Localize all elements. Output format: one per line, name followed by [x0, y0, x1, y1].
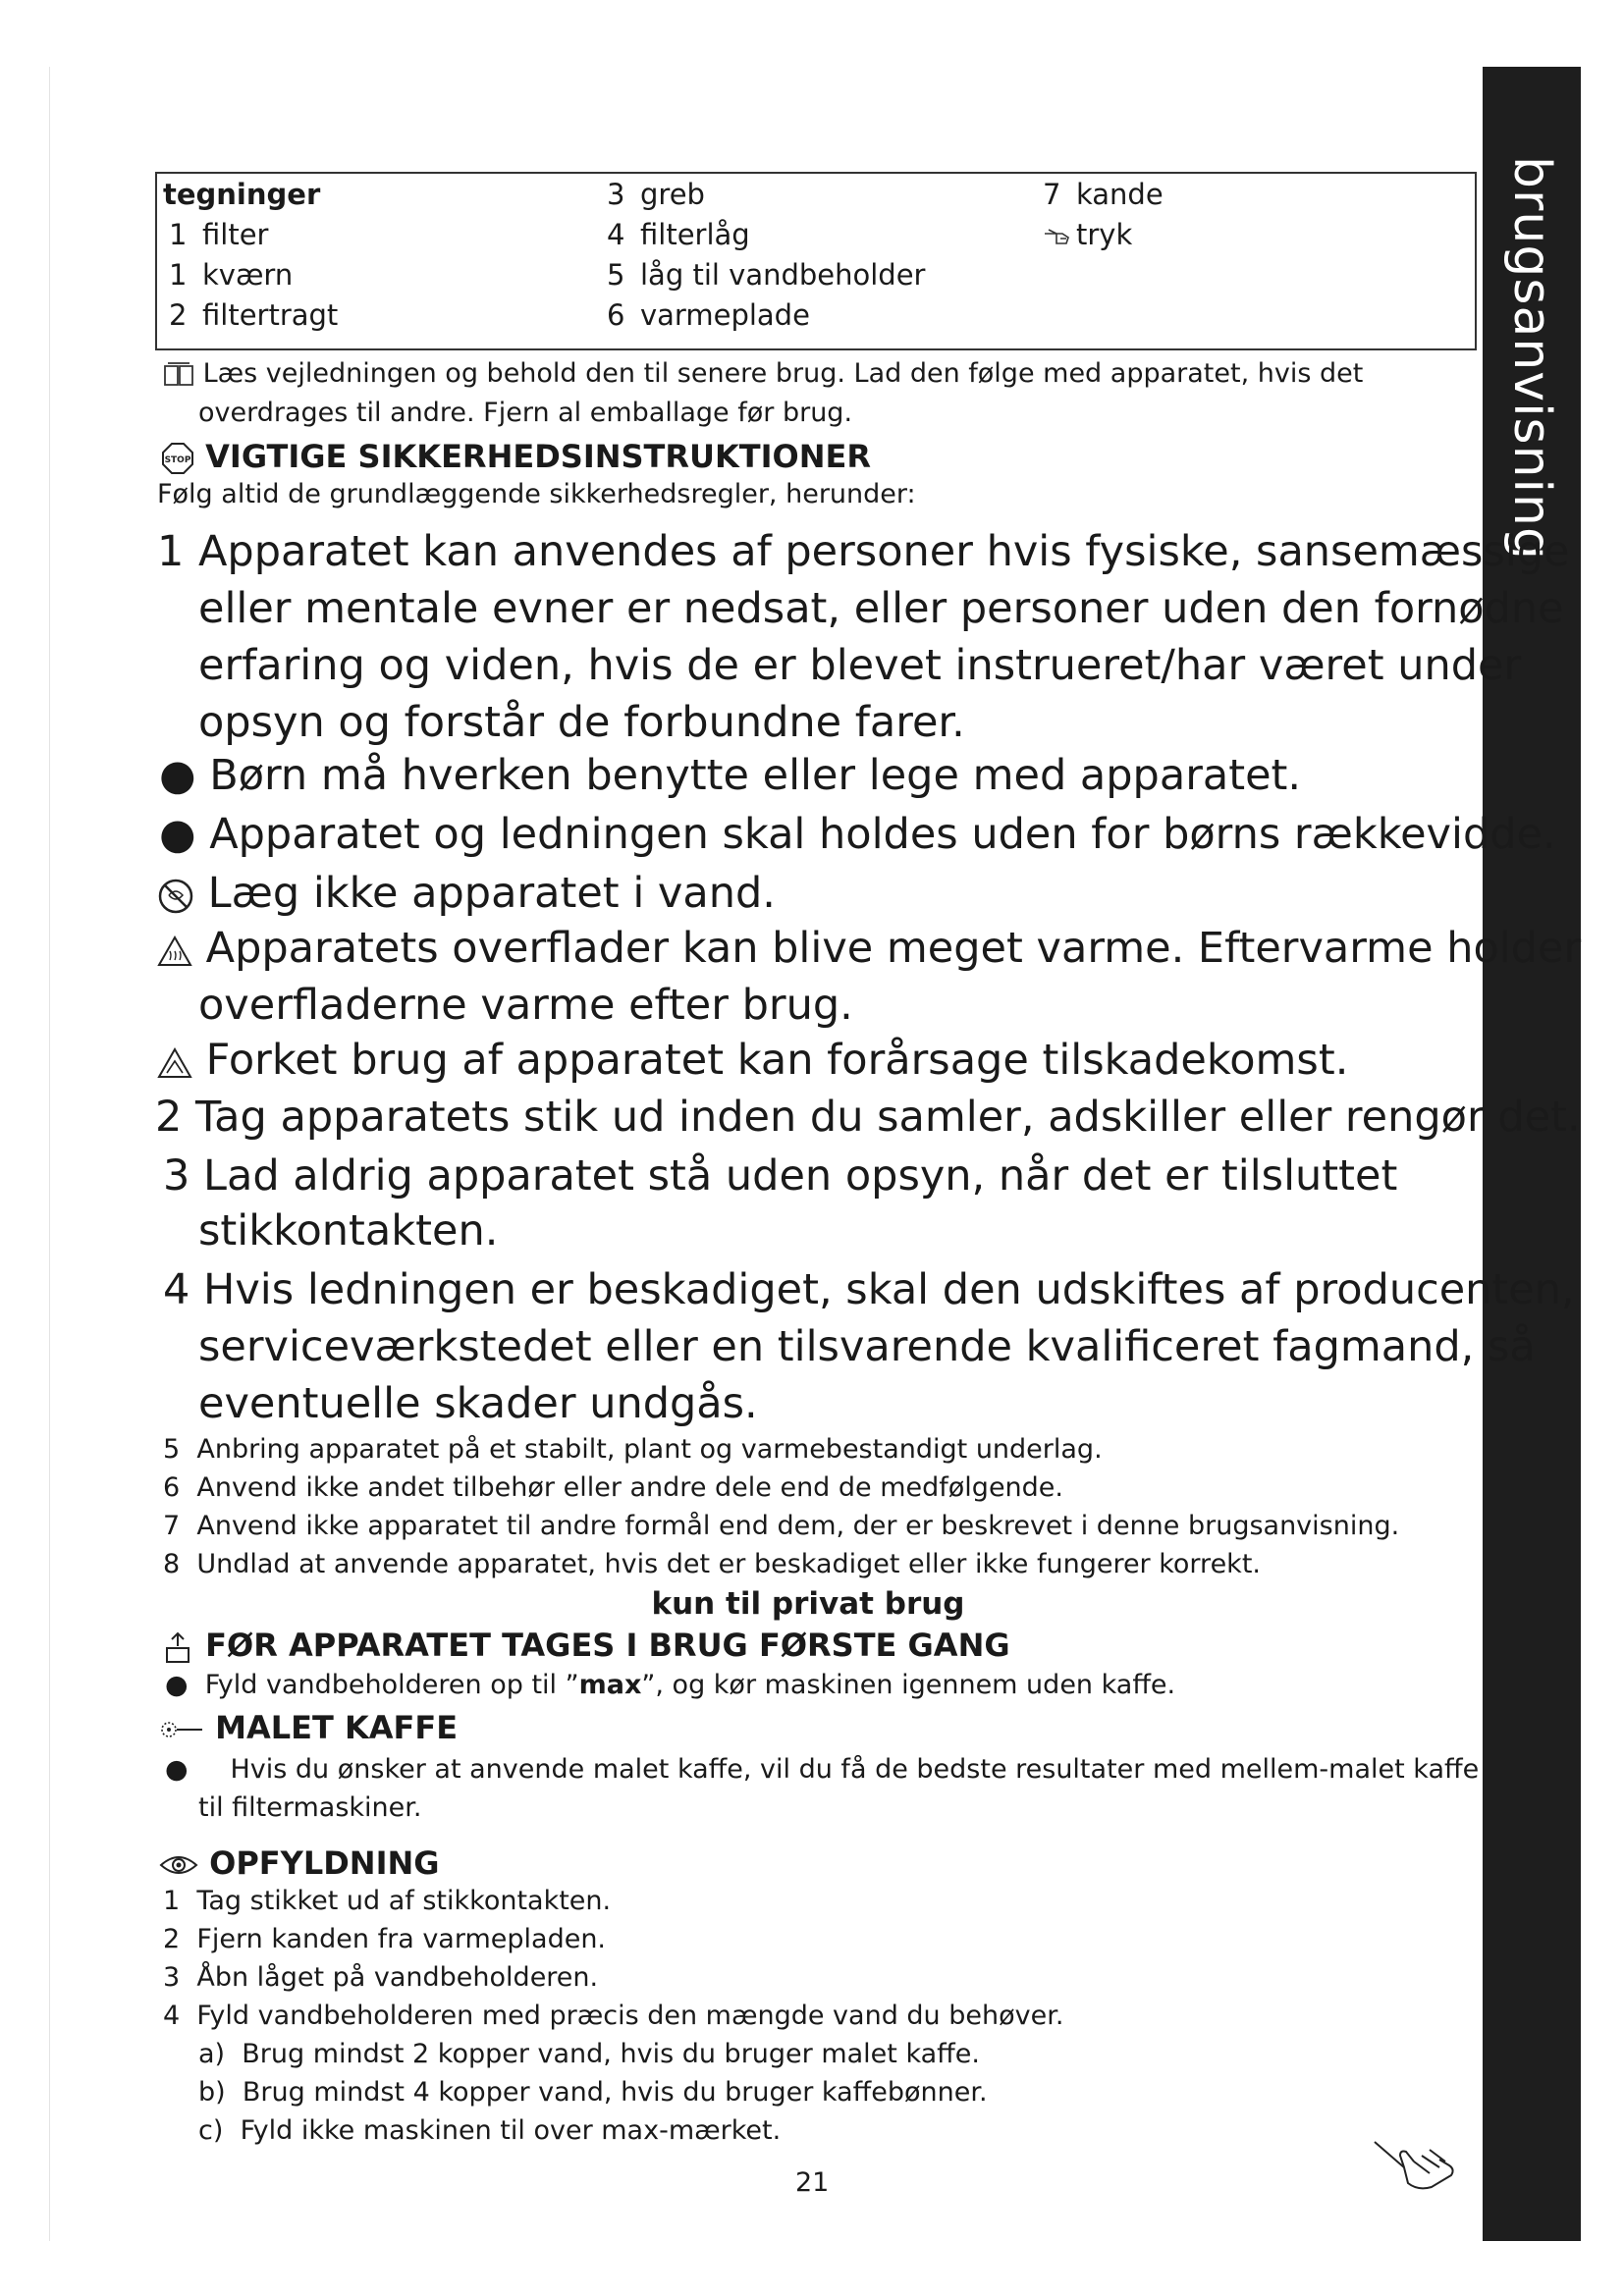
safety-small-item: 6 Anvend ikke andet tilbehør eller andre dele end de medfølgende.: [163, 1472, 1064, 1503]
parts-item: 7 kande: [1043, 178, 1164, 211]
safety-item-3-line-2: stikkontakten.: [198, 1206, 499, 1255]
private-use-note: kun til privat brug: [651, 1586, 965, 1622]
parts-item: 4 filterlåg: [607, 218, 750, 251]
filling-step: 2 Fjern kanden fra varmepladen.: [163, 1924, 607, 1954]
first-use-icon: [161, 1627, 194, 1664]
filling-sub-step: c) Fyld ikke maskinen til over max-mærket.: [198, 2115, 782, 2146]
eye-icon: [159, 1844, 198, 1882]
intro-line-2: overdrages til andre. Fjern al emballage før brug.: [198, 398, 853, 428]
warning-icon: [157, 1036, 192, 1085]
safety-item-line: opsyn og forstår de forbundne farer.: [198, 698, 965, 747]
parts-item: 1 filter: [169, 218, 269, 251]
safety-item-4: 4 Hvis ledningen er beskadiget, skal den udskiftes af producenten,: [163, 1265, 1575, 1314]
ground-coffee-line-2: til filtermaskiner.: [198, 1792, 422, 1823]
safety-item-line: erfaring og viden, hvis de er blevet instrueret/har været under: [198, 641, 1522, 690]
safety-heading: STOP VIGTIGE SIKKERHEDSINSTRUKTIONER: [161, 437, 871, 476]
ground-coffee-heading: MALET KAFFE: [157, 1708, 458, 1747]
parts-item: 6 varmeplade: [607, 298, 810, 332]
page-margin-line: [49, 67, 50, 2241]
parts-item: 1 kværn: [169, 258, 294, 292]
side-tab-label: brugsanvisning: [1502, 156, 1561, 561]
ground-coffee-icon: [157, 1709, 204, 1746]
hot-surface-line-2: overfladerne varme efter brug.: [198, 981, 853, 1030]
stop-icon: [161, 438, 194, 475]
hot-surface-warning: Apparatets overflader kan blive meget varme. Eftervarme holder: [157, 920, 1581, 977]
hot-surface-icon: [157, 924, 192, 973]
misuse-warning: Forket brug af apparatet kan forårsage tilskadekomst.: [157, 1032, 1348, 1089]
parts-item: 3 greb: [607, 178, 705, 211]
parts-item: 5 låg til vandbeholder: [607, 258, 926, 292]
turn-page-hand-icon: [1371, 2132, 1459, 2199]
safety-item-line: eller mentale evner er nedsat, eller personer uden den fornødne: [198, 584, 1564, 633]
safety-small-item: 8 Undlad at anvende apparatet, hvis det er beskadiget eller ikke fungerer korrekt.: [163, 1549, 1261, 1579]
safety-item-4-line-3: eventuelle skader undgås.: [198, 1379, 758, 1428]
parts-item: tryk: [1043, 215, 1132, 255]
safety-item-line: Apparatet kan anvendes af personer hvis fysiske, sansemæssige: [198, 527, 1570, 576]
safety-small-item: 5 Anbring apparatet på et stabilt, plant og varmebestandigt underlag.: [163, 1434, 1103, 1465]
first-use-heading: FØR APPARATET TAGES I BRUG FØRSTE GANG: [161, 1626, 1010, 1665]
safety-small-item: 7 Anvend ikke apparatet til andre formål end dem, der er beskrevet i denne brugsanvisning.: [163, 1511, 1400, 1541]
bullet-item: ● Børn må hverken benytte eller lege med apparatet.: [159, 751, 1302, 800]
bullet-item: ● Apparatet og ledningen skal holdes uden for børns rækkevidde.: [159, 810, 1556, 859]
intro-line-1: Læs vejledningen og behold den til senere brug. Lad den følge med apparatet, hvis det: [163, 355, 1363, 393]
bullet-icon: ●: [159, 751, 196, 800]
page-number: 21: [795, 2167, 830, 2198]
parts-title: tegninger: [163, 178, 321, 211]
first-use-text: ● Fyld vandbeholderen op til ”max”, og kør maskinen igennem uden kaffe.: [165, 1670, 1176, 1700]
safety-item-number: 1: [157, 527, 185, 576]
safety-subheading: Følg altid de grundlæggende sikkerhedsregler, herunder:: [157, 479, 916, 509]
filling-step: 1 Tag stikket ud af stikkontakten.: [163, 1886, 612, 1916]
filling-step: 3 Åbn låget på vandbeholderen.: [163, 1962, 599, 1993]
bullet-icon: ●: [165, 1670, 189, 1700]
parts-item: 2 filtertragt: [169, 298, 339, 332]
book-icon: [163, 358, 194, 389]
ground-coffee-line-1: ● Hvis du ønsker at anvende malet kaffe, vil du få de bedste resultater med mellem-malet kaffe: [165, 1754, 1480, 1785]
safety-item-3: 3 Lad aldrig apparatet stå uden opsyn, når det er tilsluttet: [163, 1151, 1398, 1201]
filling-sub-step: b) Brug mindst 4 kopper vand, hvis du bruger kaffebønner.: [198, 2077, 988, 2108]
safety-item-4-line-2: serviceværkstedet eller en tilsvarende kvalificeret fagmand, så: [198, 1322, 1536, 1371]
press-finger-icon: [1043, 215, 1076, 255]
safety-item-2: 2 Tag apparatets stik ud inden du samler, adskiller eller rengør det.: [155, 1093, 1581, 1142]
filling-heading: OPFYLDNING: [159, 1843, 440, 1883]
bullet-icon: ●: [159, 810, 196, 859]
filling-step: 4 Fyld vandbeholderen med præcis den mængde vand du behøver.: [163, 2001, 1064, 2031]
filling-sub-step: a) Brug mindst 2 kopper vand, hvis du bruger malet kaffe.: [198, 2039, 980, 2069]
svg-text:STOP: STOP: [164, 455, 191, 465]
no-water-warning: Læg ikke apparatet i vand.: [157, 865, 776, 922]
bullet-icon: ●: [165, 1754, 189, 1785]
no-water-icon: [157, 869, 194, 918]
